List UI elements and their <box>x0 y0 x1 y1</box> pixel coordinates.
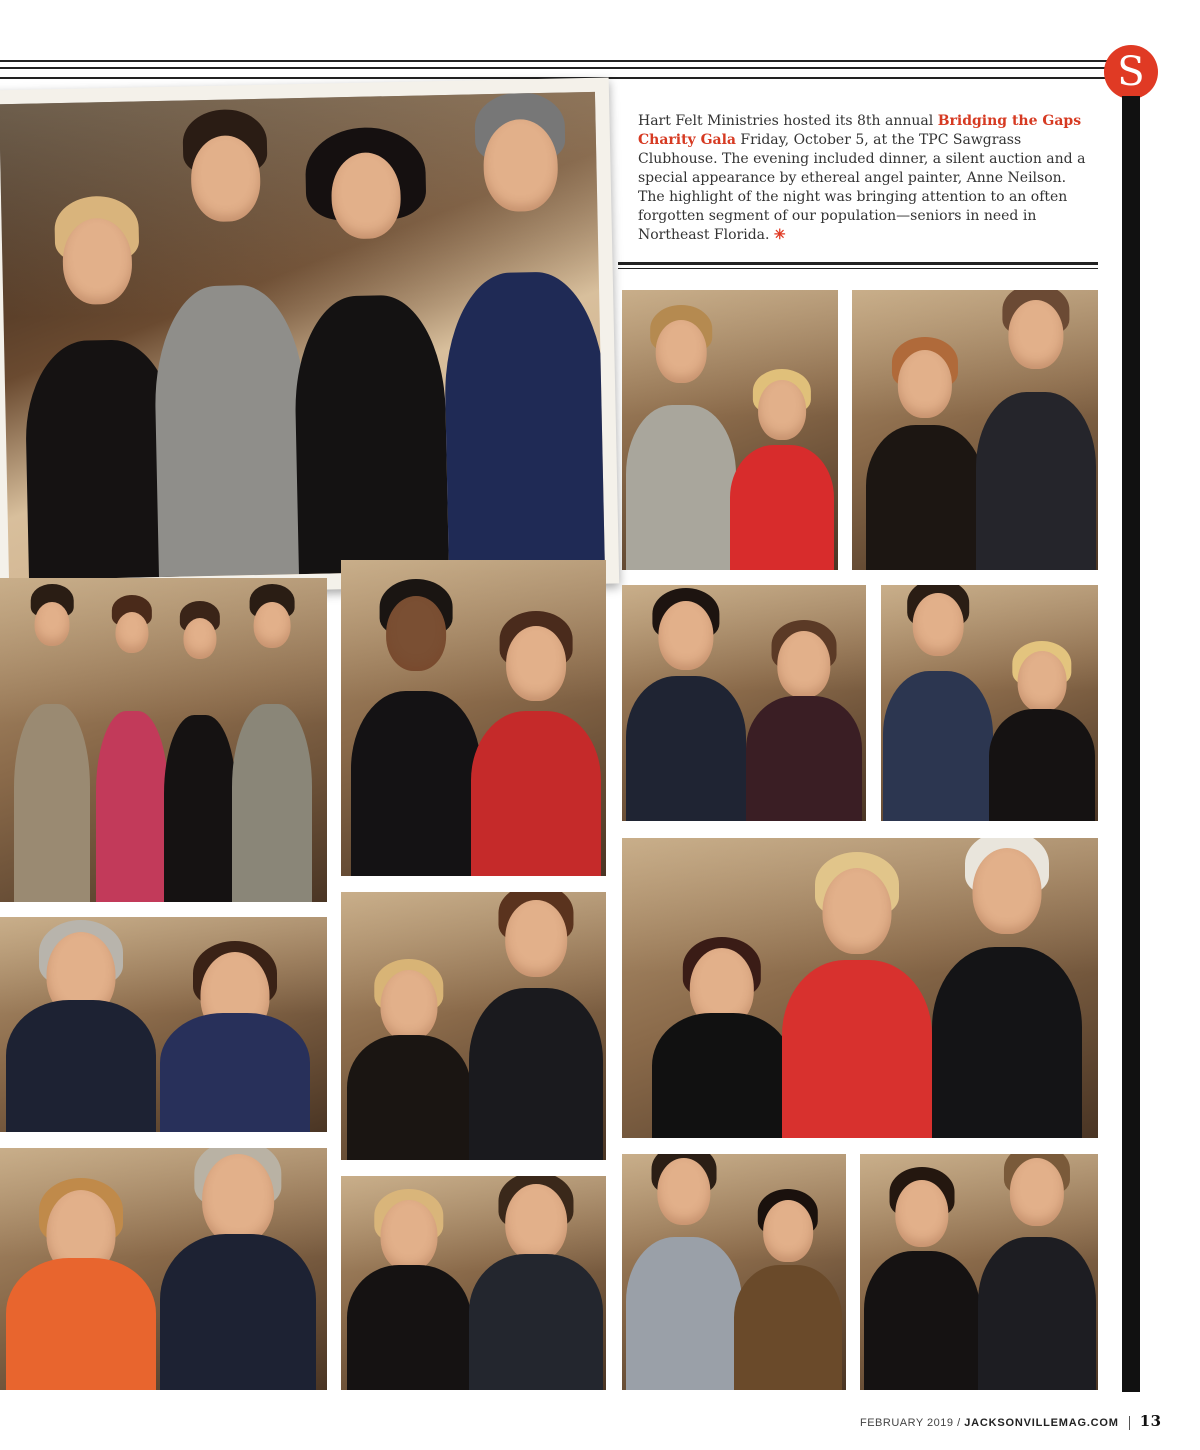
intro-rule-thin <box>618 268 1098 269</box>
photo-person <box>626 1158 742 1390</box>
photo-person <box>471 626 601 876</box>
footer-divider <box>1129 1416 1130 1430</box>
photo-person <box>164 618 236 902</box>
event-photo <box>881 585 1098 821</box>
photo-person <box>932 848 1082 1138</box>
header-rule-top <box>0 60 1110 62</box>
event-photo <box>622 585 866 821</box>
photo-person <box>150 134 309 577</box>
photo-person <box>976 300 1096 570</box>
photo-person <box>652 948 792 1138</box>
footer-issue: FEBRUARY 2019 / <box>860 1417 965 1429</box>
event-photo <box>622 838 1098 1138</box>
photo-person <box>6 1190 156 1390</box>
photo-person <box>96 612 168 902</box>
event-photo <box>622 1154 846 1390</box>
photo-person <box>290 151 449 574</box>
photo-person <box>160 952 310 1132</box>
photo-person <box>730 380 834 570</box>
photo-person <box>14 602 90 902</box>
event-photo <box>0 578 327 902</box>
photo-person <box>782 868 932 1138</box>
photo-person <box>866 350 984 570</box>
photo-person <box>978 1158 1096 1390</box>
footer-site: JACKSONVILLEMAG.COM <box>964 1417 1119 1429</box>
event-photo <box>0 917 327 1132</box>
event-photo <box>341 560 606 876</box>
photo-person <box>989 651 1095 821</box>
section-badge: S <box>1104 45 1158 99</box>
page-footer <box>860 1412 1170 1432</box>
photo-person <box>440 118 605 571</box>
photo-person <box>746 631 862 821</box>
photo-person <box>6 932 156 1132</box>
photo-person <box>347 1200 471 1390</box>
header-rule-middle <box>0 67 1110 69</box>
photo-person <box>626 601 746 821</box>
intro-lead: Hart Felt Ministries hosted its 8th annual <box>638 113 938 129</box>
photo-person <box>351 596 481 876</box>
photo-person <box>160 1154 316 1390</box>
photo-person <box>469 1184 603 1390</box>
event-photo <box>622 290 838 570</box>
intro-body: Friday, October 5, at the TPC Sawgrass Clubhouse. The evening included dinner, a silent auction and a special appearance by ethereal angel painter, Anne Neilson. The highlight of the night was bringing attention to an often forgotten segment of our population—seniors in need in Northeast Florida. <box>638 132 1086 243</box>
intro-rule-thick <box>618 262 1098 265</box>
intro-paragraph <box>638 112 1090 245</box>
photo-person <box>469 900 603 1160</box>
event-photo <box>341 892 606 1160</box>
event-photo <box>341 1176 606 1390</box>
featured-photo-frame <box>0 78 619 597</box>
page-edge-bar <box>1122 96 1140 1392</box>
photo-person <box>883 593 993 821</box>
event-photo <box>852 290 1098 570</box>
event-name: Bridging the Gaps Charity Gala <box>638 113 1082 148</box>
photo-person <box>626 320 736 570</box>
photo-person <box>232 602 312 902</box>
page-number: 13 <box>1139 1412 1162 1430</box>
photo-person <box>734 1200 842 1390</box>
photo-person <box>347 970 471 1160</box>
photo-person <box>864 1180 980 1390</box>
end-mark-icon: ✳ <box>773 227 786 243</box>
event-photo <box>0 1148 327 1390</box>
featured-photo <box>0 92 605 580</box>
event-photo <box>860 1154 1098 1390</box>
